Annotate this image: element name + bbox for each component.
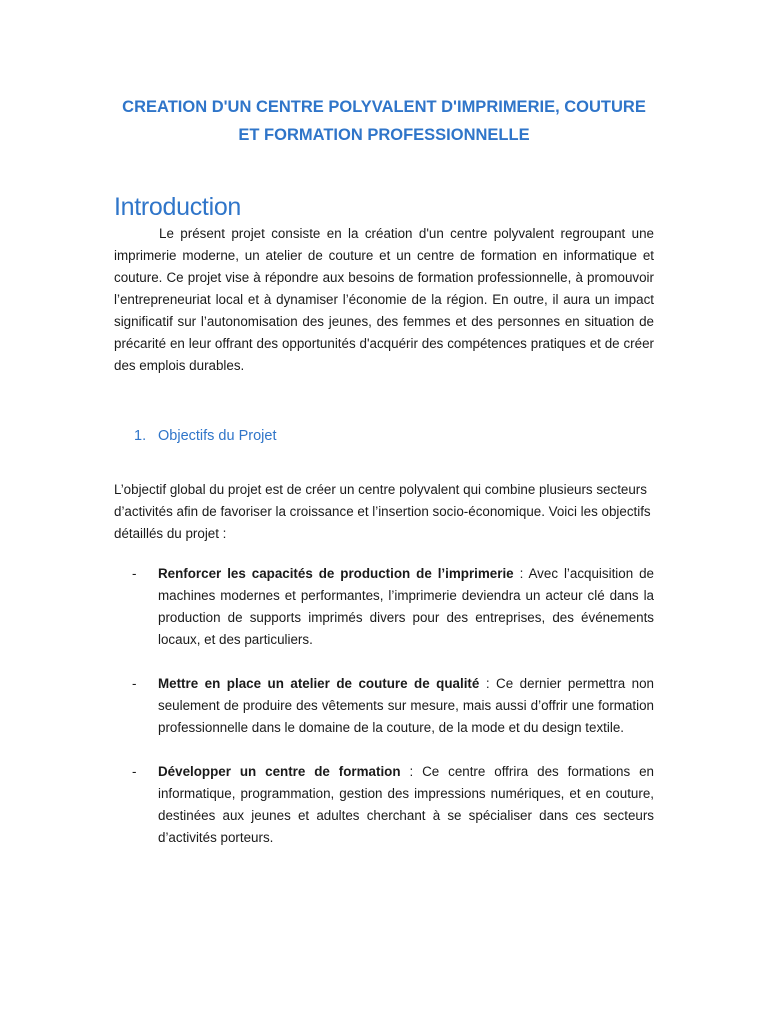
bullet-paragraph [158,563,654,651]
objectives-intro-paragraph: L’objectif global du projet est de créer un centre polyvalent qui combine plusieurs secteurs d’activités afin de favoriser la croissance et l’insertion socio-économique. Voici les objectifs détaillés du projet : [114,482,651,541]
bullet-dash: - [132,764,137,779]
section-heading-objectifs [114,425,654,447]
objectives-list [114,563,654,849]
bullet-text: : Ce dernier permettra non seulement de produire des vêtements sur mesure, mais aussi d’offrir une formation professionnelle dans le domaine de la couture, de la mode et du design textile. [158,676,654,735]
bullet-text: : Avec l’acquisition de machines modernes et performantes, l’imprimerie deviendra un acteur clé dans la production de supports imprimés divers pour des entreprises, des événements locaux, et des particuliers. [158,566,654,647]
section-title: Objectifs du Projet [158,428,277,444]
list-item [114,761,654,849]
bullet-paragraph [158,761,654,849]
bullet-dash: - [132,566,137,581]
bullet-text: : Ce centre offrira des formations en informatique, programmation, gestion des impressions numériques, et en couture, destinées aux jeunes et adultes cherchant à se spécialiser dans ces secteurs d’activités porteurs. [158,764,654,845]
document-title-line-2: ET FORMATION PROFESSIONNELLE [238,126,530,144]
list-item [114,563,654,651]
introduction-heading: Introduction [114,193,242,221]
bullet-paragraph [158,673,654,739]
document-title [114,93,654,149]
bullet-bold-lead: Mettre en place un atelier de couture de qualité [158,676,480,691]
bullet-dash: - [132,676,137,691]
bullet-bold-lead: Développer un centre de formation [158,764,401,779]
section-number: 1. [134,428,147,444]
bullet-bold-lead: Renforcer les capacités de production de l’imprimerie [158,566,514,581]
document-title-line-1: CREATION D'UN CENTRE POLYVALENT D'IMPRIMERIE, COUTURE [122,98,646,116]
introduction-paragraph: Le présent projet consiste en la création d'un centre polyvalent regroupant une imprimerie moderne, un atelier de couture et un centre de formation en informatique et couture. Ce projet vise à répondre aux besoins de formation professionnelle, à promouvoir l’entrepreneuriat local et à dynamiser l’économie de la région. En outre, il aura un impact significatif sur l’autonomisation des jeunes, des femmes et des personnes en situation de précarité en leur offrant des opportunités d'acquérir des compétences pratiques et de créer des emplois durables. [114,226,654,373]
list-item [114,673,654,739]
